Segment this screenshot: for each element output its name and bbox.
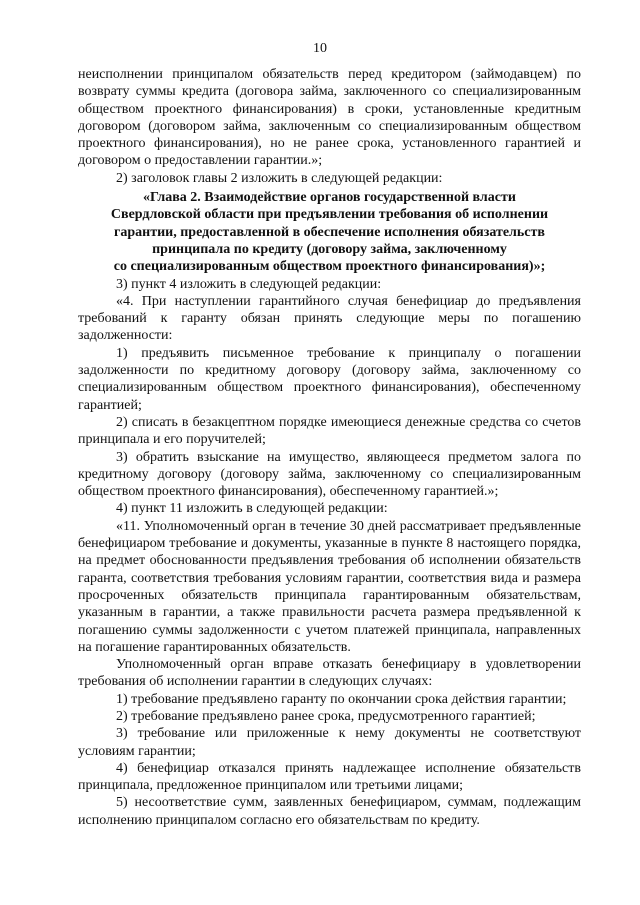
page-number: 10	[313, 41, 327, 56]
paragraph-item-4: 4) пункт 11 изложить в следующей редакции:	[116, 501, 388, 517]
paragraph-clause-11: «11. Уполномоченный орган в течение 30 дней рассматривает предъявленные бенефициаром требование и документы, указанные в пункте 8 настоящего порядка, на предмет обоснованности предъявления требования об исполнении обязательств гаранта, соответствия требования условиям гарантии, соответствия вида и размера просроченных обязательств принципала гарантированным обязательствам, указанным в гарантии, а также правильности расчета размера предъявленной к погашению суммы задолженности с учетом платежей принципала, направленных на погашение гарантированных обязательств.	[78, 518, 581, 655]
heading-line: со специализированным обществом проектного финансирования)»;	[113, 259, 546, 275]
paragraph-refusal-4: 4) бенефициар отказался принять надлежащее исполнение обязательств принципала, предложенное принципалом или третьими лицами;	[78, 760, 581, 794]
paragraph-item-3: 3) пункт 4 изложить в следующей редакции:	[116, 276, 382, 292]
paragraph-refusal-intro: Уполномоченный орган вправе отказать бенефициару в удовлетворении требования об исполнении гарантии в следующих случаях:	[78, 657, 581, 690]
paragraph-refusal-1: 1) требование предъявлено гаранту по окончании срока действия гарантии;	[116, 691, 567, 707]
heading-line: «Глава 2. Взаимодействие органов государственной власти	[143, 190, 516, 206]
paragraph-clause-4: «4. При наступлении гарантийного случая бенефициар до предъявления требований к гаранту обязан принять следующие меры по погашению задолженности:	[78, 293, 581, 344]
paragraph-refusal-5: 5) несоответствие сумм, заявленных бенефициаром, суммам, подлежащим исполнению принципалом согласно его обязательствам по кредиту.	[78, 795, 581, 828]
document-body	[78, 66, 581, 829]
heading-line: принципала по кредиту (договору займа, заключенному	[152, 241, 507, 257]
chapter-heading	[78, 189, 581, 275]
heading-line: гарантии, предоставленной в обеспечение исполнения обязательств	[114, 224, 545, 240]
paragraph-refusal-2: 2) требование предъявлено ранее срока, предусмотренного гарантией;	[116, 708, 536, 724]
paragraph-item-2: 2) заголовок главы 2 изложить в следующей редакции:	[116, 170, 443, 186]
paragraph-refusal-3: 3) требование или приложенные к нему документы не соответствуют условиям гарантии;	[78, 726, 581, 759]
heading-line: Свердловской области при предъявлении требования об исполнении	[110, 207, 549, 223]
paragraph-subclause-3: 3) обратить взыскание на имущество, являющееся предметом залога по кредитному договору (договору займа, заключенному со специализированным обществом проектного финансирования), обеспеченному гарантией.»;	[78, 449, 581, 500]
paragraph-subclause-1: 1) предъявить письменное требование к принципалу о погашении задолженности по кредитному договору (договору займа, заключенному со специализированным обществом проектного финансирования), обеспеченному гарантией;	[78, 345, 581, 413]
paragraph-continuation: неисполнении принципалом обязательств перед кредитором (займодавцем) по возврату суммы кредита (договора займа, заключенного со специализированным обществом проектного финансирования) в сроки, установленные кредитным договором (договором займа, заключенным со специализированным обществом проектного финансирования), но не ранее срока, установленного гарантией и договором о предоставлении гарантии.»;	[78, 67, 581, 169]
paragraph-subclause-2: 2) списать в безакцептном порядке имеющиеся денежные средства со счетов принципала и его поручителей;	[78, 414, 581, 448]
